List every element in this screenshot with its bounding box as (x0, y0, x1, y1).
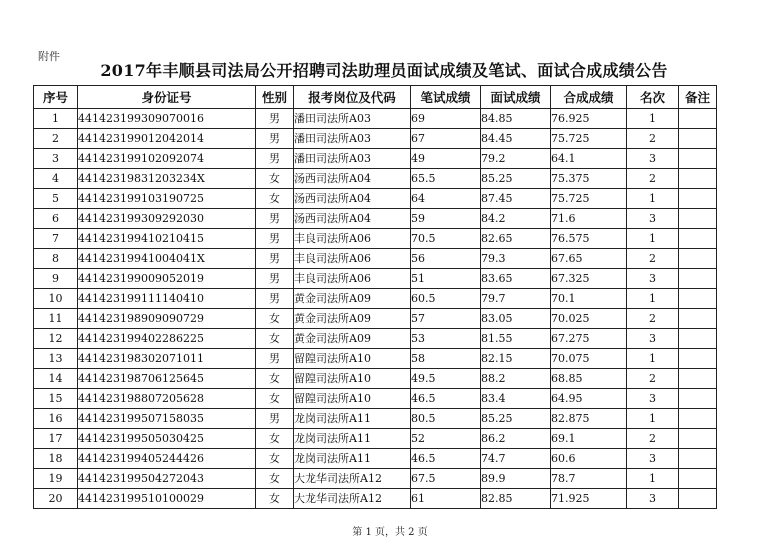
cell-id-number: 441423199510100029 (78, 489, 256, 509)
cell-written-score: 53 (411, 329, 481, 349)
cell-position: 丰良司法所A06 (294, 249, 411, 269)
cell-gender: 女 (256, 389, 294, 409)
cell-remark (679, 449, 717, 469)
cell-remark (679, 129, 717, 149)
cell-position: 大龙华司法所A12 (294, 489, 411, 509)
cell-rank: 3 (627, 149, 679, 169)
cell-gender: 女 (256, 329, 294, 349)
cell-no: 5 (34, 189, 78, 209)
cell-position: 潘田司法所A03 (294, 149, 411, 169)
cell-total-score: 70.025 (551, 309, 627, 329)
table-row (34, 129, 717, 149)
cell-no: 20 (34, 489, 78, 509)
cell-position: 汤西司法所A04 (294, 189, 411, 209)
cell-id-number: 441423199405244426 (78, 449, 256, 469)
table-row (34, 209, 717, 229)
table-row (34, 369, 717, 389)
cell-total-score: 76.575 (551, 229, 627, 249)
table-row (34, 389, 717, 409)
cell-rank: 3 (627, 329, 679, 349)
cell-remark (679, 329, 717, 349)
cell-rank: 2 (627, 249, 679, 269)
cell-gender: 女 (256, 169, 294, 189)
cell-gender: 男 (256, 289, 294, 309)
cell-gender: 女 (256, 469, 294, 489)
cell-written-score: 61 (411, 489, 481, 509)
cell-gender: 女 (256, 449, 294, 469)
cell-position: 留隍司法所A10 (294, 349, 411, 369)
table-header-row (34, 86, 717, 109)
cell-rank: 3 (627, 489, 679, 509)
cell-no: 18 (34, 449, 78, 469)
cell-interview-score: 85.25 (481, 169, 551, 189)
cell-gender: 女 (256, 309, 294, 329)
cell-written-score: 58 (411, 349, 481, 369)
cell-written-score: 80.5 (411, 409, 481, 429)
cell-rank: 1 (627, 109, 679, 129)
cell-gender: 男 (256, 349, 294, 369)
cell-id-number: 44142319941004041X (78, 249, 256, 269)
cell-written-score: 49.5 (411, 369, 481, 389)
cell-remark (679, 169, 717, 189)
cell-written-score: 56 (411, 249, 481, 269)
attachment-label: 附件 (38, 50, 60, 63)
cell-rank: 2 (627, 369, 679, 389)
cell-id-number: 441423199103190725 (78, 189, 256, 209)
table-row (34, 489, 717, 509)
cell-rank: 1 (627, 229, 679, 249)
cell-written-score: 70.5 (411, 229, 481, 249)
cell-total-score: 70.1 (551, 289, 627, 309)
cell-remark (679, 189, 717, 209)
cell-no: 4 (34, 169, 78, 189)
cell-no: 6 (34, 209, 78, 229)
cell-interview-score: 84.85 (481, 109, 551, 129)
cell-total-score: 75.725 (551, 189, 627, 209)
cell-gender: 女 (256, 429, 294, 449)
cell-gender: 男 (256, 149, 294, 169)
header-no: 序号 (34, 86, 78, 109)
cell-id-number: 441423198302071011 (78, 349, 256, 369)
cell-id-number: 441423199402286225 (78, 329, 256, 349)
cell-total-score: 71.6 (551, 209, 627, 229)
cell-total-score: 70.075 (551, 349, 627, 369)
cell-interview-score: 82.85 (481, 489, 551, 509)
page-number: 第 1 页，共 2 页 (352, 527, 428, 538)
cell-total-score: 82.875 (551, 409, 627, 429)
cell-rank: 2 (627, 169, 679, 189)
cell-total-score: 76.925 (551, 109, 627, 129)
cell-position: 潘田司法所A03 (294, 109, 411, 129)
cell-written-score: 52 (411, 429, 481, 449)
cell-interview-score: 74.7 (481, 449, 551, 469)
cell-remark (679, 369, 717, 389)
cell-remark (679, 209, 717, 229)
cell-total-score: 75.375 (551, 169, 627, 189)
cell-interview-score: 86.2 (481, 429, 551, 449)
cell-interview-score: 83.05 (481, 309, 551, 329)
header-remark: 备注 (679, 86, 717, 109)
header-id: 身份证号 (78, 86, 256, 109)
cell-no: 14 (34, 369, 78, 389)
cell-remark (679, 389, 717, 409)
cell-position: 大龙华司法所A12 (294, 469, 411, 489)
table-body (34, 109, 717, 509)
cell-total-score: 69.1 (551, 429, 627, 449)
cell-gender: 女 (256, 189, 294, 209)
cell-interview-score: 85.25 (481, 409, 551, 429)
cell-position: 黄金司法所A09 (294, 289, 411, 309)
cell-written-score: 67.5 (411, 469, 481, 489)
cell-written-score: 51 (411, 269, 481, 289)
cell-no: 8 (34, 249, 78, 269)
cell-total-score: 78.7 (551, 469, 627, 489)
cell-rank: 1 (627, 349, 679, 369)
cell-position: 丰良司法所A06 (294, 229, 411, 249)
cell-position: 龙岗司法所A11 (294, 409, 411, 429)
cell-id-number: 441423199410210415 (78, 229, 256, 249)
table-row (34, 349, 717, 369)
cell-position: 潘田司法所A03 (294, 129, 411, 149)
table-row (34, 249, 717, 269)
cell-interview-score: 83.65 (481, 269, 551, 289)
cell-rank: 1 (627, 289, 679, 309)
cell-remark (679, 109, 717, 129)
cell-interview-score: 82.15 (481, 349, 551, 369)
cell-id-number: 44142319831203234X (78, 169, 256, 189)
results-table (33, 85, 717, 509)
cell-position: 汤西司法所A04 (294, 169, 411, 189)
cell-id-number: 441423198909090729 (78, 309, 256, 329)
cell-total-score: 64.95 (551, 389, 627, 409)
cell-remark (679, 489, 717, 509)
cell-id-number: 441423198807205628 (78, 389, 256, 409)
cell-id-number: 441423199309070016 (78, 109, 256, 129)
cell-remark (679, 229, 717, 249)
cell-total-score: 60.6 (551, 449, 627, 469)
table-row (34, 189, 717, 209)
table-row (34, 469, 717, 489)
cell-gender: 男 (256, 109, 294, 129)
cell-no: 15 (34, 389, 78, 409)
cell-id-number: 441423198706125645 (78, 369, 256, 389)
cell-gender: 男 (256, 229, 294, 249)
cell-gender: 男 (256, 409, 294, 429)
table-row (34, 329, 717, 349)
cell-rank: 3 (627, 209, 679, 229)
cell-written-score: 59 (411, 209, 481, 229)
cell-id-number: 441423199504272043 (78, 469, 256, 489)
cell-no: 3 (34, 149, 78, 169)
cell-id-number: 441423199507158035 (78, 409, 256, 429)
cell-written-score: 49 (411, 149, 481, 169)
table-row (34, 429, 717, 449)
cell-total-score: 75.725 (551, 129, 627, 149)
cell-rank: 3 (627, 269, 679, 289)
cell-position: 丰良司法所A06 (294, 269, 411, 289)
cell-no: 11 (34, 309, 78, 329)
cell-no: 2 (34, 129, 78, 149)
cell-remark (679, 269, 717, 289)
cell-no: 13 (34, 349, 78, 369)
table-row (34, 109, 717, 129)
cell-position: 留隍司法所A10 (294, 389, 411, 409)
cell-remark (679, 249, 717, 269)
cell-no: 7 (34, 229, 78, 249)
cell-no: 10 (34, 289, 78, 309)
cell-gender: 男 (256, 129, 294, 149)
table-row (34, 409, 717, 429)
cell-rank: 1 (627, 409, 679, 429)
cell-gender: 女 (256, 489, 294, 509)
table-row (34, 269, 717, 289)
cell-interview-score: 83.4 (481, 389, 551, 409)
table-row (34, 169, 717, 189)
header-total: 合成成绩 (551, 86, 627, 109)
cell-gender: 女 (256, 369, 294, 389)
header-interview: 面试成绩 (481, 86, 551, 109)
header-written: 笔试成绩 (411, 86, 481, 109)
cell-no: 1 (34, 109, 78, 129)
cell-remark (679, 409, 717, 429)
cell-no: 19 (34, 469, 78, 489)
cell-position: 汤西司法所A04 (294, 209, 411, 229)
cell-no: 9 (34, 269, 78, 289)
cell-total-score: 67.325 (551, 269, 627, 289)
cell-rank: 1 (627, 469, 679, 489)
cell-position: 黄金司法所A09 (294, 329, 411, 349)
cell-gender: 男 (256, 249, 294, 269)
cell-interview-score: 81.55 (481, 329, 551, 349)
table-row (34, 309, 717, 329)
cell-rank: 2 (627, 309, 679, 329)
cell-id-number: 441423199009052019 (78, 269, 256, 289)
cell-written-score: 65.5 (411, 169, 481, 189)
cell-total-score: 64.1 (551, 149, 627, 169)
cell-gender: 男 (256, 209, 294, 229)
cell-written-score: 46.5 (411, 389, 481, 409)
cell-rank: 1 (627, 189, 679, 209)
cell-interview-score: 84.2 (481, 209, 551, 229)
cell-position: 龙岗司法所A11 (294, 429, 411, 449)
cell-rank: 3 (627, 449, 679, 469)
cell-no: 17 (34, 429, 78, 449)
cell-interview-score: 82.65 (481, 229, 551, 249)
cell-position: 龙岗司法所A11 (294, 449, 411, 469)
cell-written-score: 64 (411, 189, 481, 209)
cell-total-score: 67.275 (551, 329, 627, 349)
cell-no: 12 (34, 329, 78, 349)
cell-position: 黄金司法所A09 (294, 309, 411, 329)
cell-interview-score: 88.2 (481, 369, 551, 389)
cell-remark (679, 309, 717, 329)
cell-rank: 2 (627, 129, 679, 149)
table-row (34, 229, 717, 249)
cell-written-score: 69 (411, 109, 481, 129)
header-rank: 名次 (627, 86, 679, 109)
cell-remark (679, 149, 717, 169)
table-row (34, 149, 717, 169)
cell-remark (679, 289, 717, 309)
cell-interview-score: 84.45 (481, 129, 551, 149)
cell-written-score: 60.5 (411, 289, 481, 309)
cell-remark (679, 469, 717, 489)
cell-gender: 男 (256, 269, 294, 289)
cell-rank: 3 (627, 389, 679, 409)
cell-total-score: 71.925 (551, 489, 627, 509)
header-gender: 性别 (256, 86, 294, 109)
cell-rank: 2 (627, 429, 679, 449)
header-position: 报考岗位及代码 (294, 86, 411, 109)
cell-no: 16 (34, 409, 78, 429)
cell-id-number: 441423199505030425 (78, 429, 256, 449)
cell-total-score: 67.65 (551, 249, 627, 269)
cell-interview-score: 79.7 (481, 289, 551, 309)
cell-written-score: 67 (411, 129, 481, 149)
page-title: 2017年丰顺县司法局公开招聘司法助理员面试成绩及笔试、面试合成成绩公告 (100, 61, 668, 80)
cell-id-number: 441423199012042014 (78, 129, 256, 149)
cell-total-score: 68.85 (551, 369, 627, 389)
cell-interview-score: 79.2 (481, 149, 551, 169)
cell-position: 留隍司法所A10 (294, 369, 411, 389)
cell-id-number: 441423199111140410 (78, 289, 256, 309)
cell-id-number: 441423199309292030 (78, 209, 256, 229)
cell-remark (679, 429, 717, 449)
cell-interview-score: 87.45 (481, 189, 551, 209)
cell-interview-score: 89.9 (481, 469, 551, 489)
cell-interview-score: 79.3 (481, 249, 551, 269)
cell-id-number: 441423199102092074 (78, 149, 256, 169)
table-row (34, 289, 717, 309)
cell-remark (679, 349, 717, 369)
cell-written-score: 57 (411, 309, 481, 329)
table-row (34, 449, 717, 469)
cell-written-score: 46.5 (411, 449, 481, 469)
